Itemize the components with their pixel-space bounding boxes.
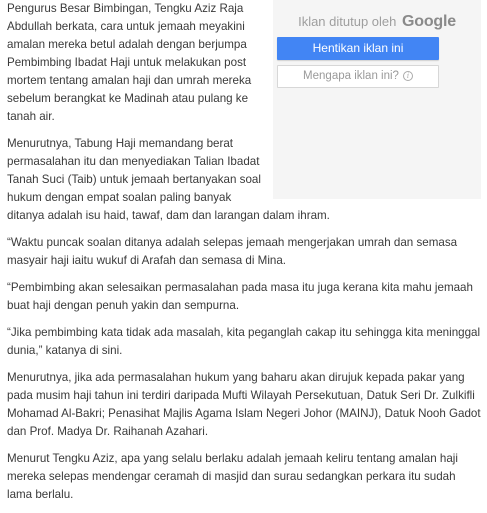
ad-closed-label: Iklan ditutup oleh	[298, 14, 397, 29]
stop-ad-button[interactable]: Hentikan iklan ini	[277, 37, 439, 60]
article-paragraph-3: “Waktu puncak soalan ditanya adalah selepas jemaah mengerjakan umrah dan semasa masyair haji iaitu wukuf di Arafah dan semasa di Mina.	[7, 236, 458, 267]
article-paragraph-7: Menurut Tengku Aziz, apa yang selalu berlaku adalah jemaah keliru tentang amalan haji mereka selepas mendengar ceramah di masjid dan surau sedangkan perkara itu sudah lama berlalu.	[7, 452, 458, 501]
article-paragraph-5: “Jika pembimbing kata tidak ada masalah, kita peganglah cakap itu sehingga kita meninggal dunia,” katanya di sini.	[7, 326, 481, 357]
google-logo: Google	[402, 13, 456, 30]
article-paragraph-1: Pengurus Besar Bimbingan, Tengku Aziz Raja Abdullah berkata, cara untuk jemaah meyakini amalan mereka betul adalah dengan berjumpa Pembimbing Ibadat Haji untuk melakukan post mortem tentang amalan haji dan umrah mereka sebelum berangkat ke Madinah atau pulang ke tanah air.	[7, 2, 252, 123]
article-paragraph-2: Menurutnya, Tabung Haji memandang berat permasalahan itu dan menyediakan Talian Ibadat Tanah Suci (Taib) untuk jemaah bertanyakan soal hukum dengan empat soalan paling banyak ditanya adalah isu haid, tawaf, dam dan larangan dalam ihram.	[7, 137, 330, 222]
article-paragraph-6: Menurutnya, jika ada permasalahan hukum yang baharu akan dirujuk kepada pakar yang pada musim haji tahun ini terdiri daripada Mufti Wilayah Persekutuan, Datuk Seri Dr. Zulkifli Mohamad Al-Bakri; Penasihat Majlis Agama Islam Negeri Johor (MAINJ), Datuk Nooh Gadot dan Prof. Madya Dr. Raihanah Azahari.	[7, 371, 481, 438]
article-paragraph-4: “Pembimbing akan selesaikan permasalahan pada masa itu juga kerana kita mahu jemaah buat haji dengan penuh yakin dan sempurna.	[7, 281, 473, 312]
why-this-ad-label: Mengapa iklan ini?	[303, 70, 399, 82]
ad-closed-panel	[273, 0, 481, 199]
ad-closed-notice	[273, 13, 481, 31]
info-circle-icon: i	[403, 71, 413, 81]
article-body	[7, 0, 481, 513]
why-this-ad-button[interactable]	[277, 65, 439, 88]
